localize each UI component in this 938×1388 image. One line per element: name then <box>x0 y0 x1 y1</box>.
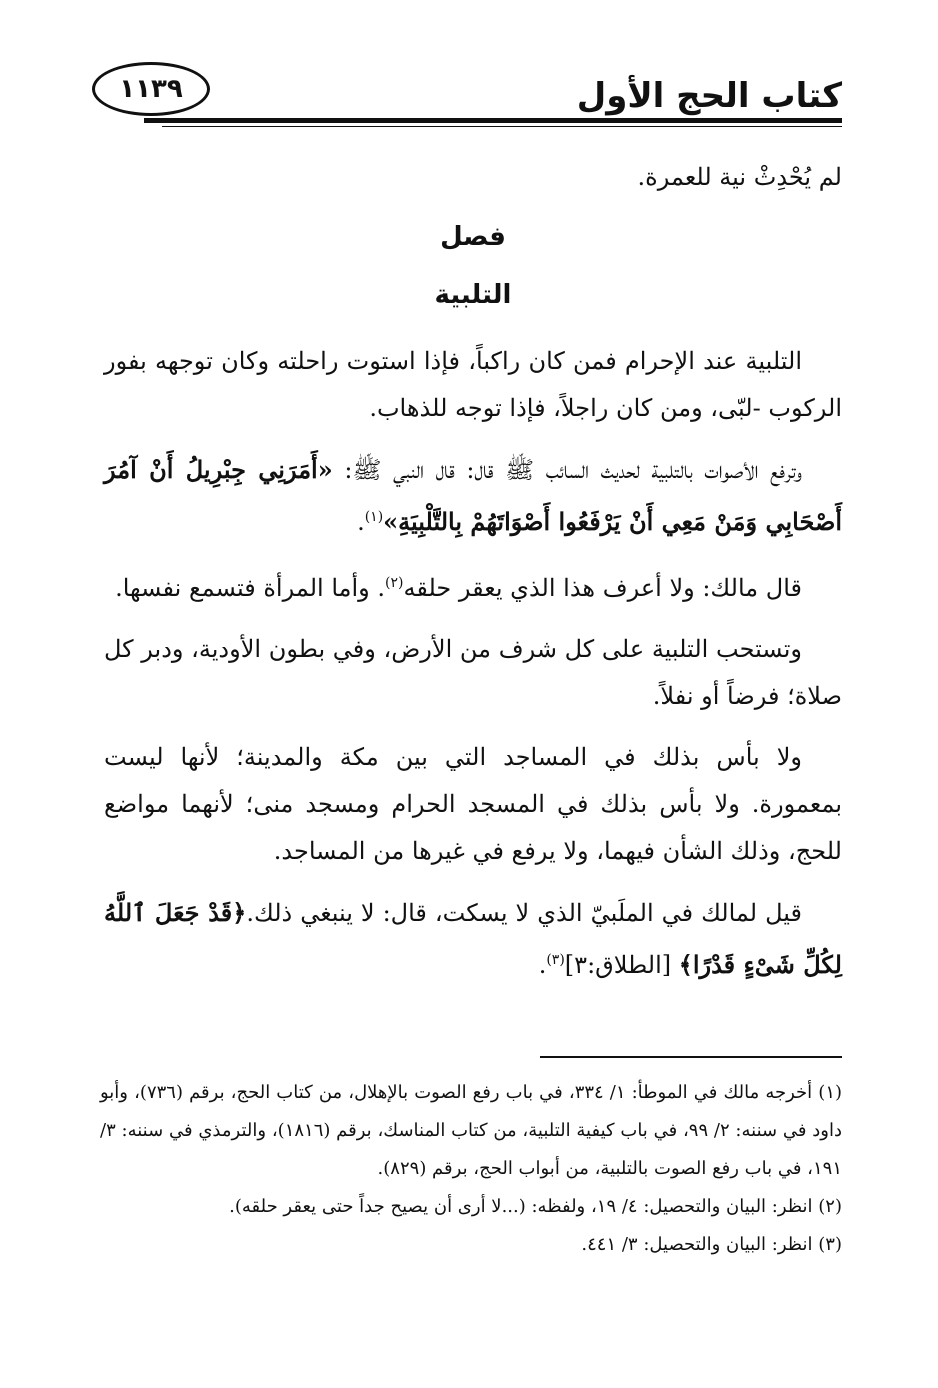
paragraph-3-intro: قال مالك: ولا أعرف هذا الذي يعقر حلقه <box>403 574 802 602</box>
running-title: كتاب الحج الأول <box>576 76 842 116</box>
paragraph-2-intro: وترفع الأصوات بالتلبية لحديث السائب ﷺ قال: قال النبي ﷺ: <box>332 456 803 484</box>
hadith-quote: «أَمَرَنِي جِبْرِيلُ أَنْ آمُرَ أَصْحَابِي وَمَنْ مَعِي أَنْ يَرْفَعُوا أَصْوَاتَهُمْ بِالتَّلْبِيَةِ» <box>104 455 842 536</box>
header-rule-thin <box>162 126 842 127</box>
paragraph-6-end: . <box>538 951 547 979</box>
footnote-ref-2[interactable]: (٢) <box>385 575 404 591</box>
paragraph-6-intro: قيل لمالك في الملَبيّ الذي لا يسكت، قال: لا ينبغي ذلك. <box>246 899 802 927</box>
footnote-1: (١) أخرجه مالك في الموطأ: ١/ ٣٣٤، في باب رفع الصوت بالإهلال، من كتاب الحج، برقم (٧٣٦)، وأبو داود في سننه: ٢/ ٩٩، في باب كيفية التلبية، من كتاب المناسك، برقم (١٨١٦)، والترمذي في سننه: ٣/ ١٩١، في باب رفع الصوت بالتلبية، من أبواب الحج، برقم (٨٢٩). <box>100 1082 843 1179</box>
verse-citation: [الطلاق:٣] <box>564 951 679 979</box>
footnote-ref-1[interactable]: (١) <box>364 509 384 525</box>
section-heading-fasl: فصل <box>440 222 506 252</box>
paragraph-2 <box>104 446 842 546</box>
page-number: ١١٣٩ <box>92 62 210 116</box>
paragraph-3-rest: . وأما المرأة فتسمع نفسها. <box>115 574 385 602</box>
paragraph-1: التلبية عند الإحرام فمن كان راكباً، فإذا استوت راحلته وكان توجهه بفور الركوب -لبّى، ومن كان راجلاً، فإذا توجه للذهاب. <box>104 347 842 422</box>
page-header <box>92 62 842 132</box>
footnote-separator <box>540 1056 842 1058</box>
footnote-2: (٢) انظر: البيان والتحصيل: ٤/ ١٩، ولفظه: (...لا أرى أن يصيح جداً حتى يعقر حلقه). <box>229 1196 842 1217</box>
main-text <box>104 338 842 1003</box>
paragraph-4: وتستحب التلبية على كل شرف من الأرض، وفي بطون الأودية، ودبر كل صلاة؛ فرضاً أو نفلاً. <box>104 635 842 710</box>
paragraph-3 <box>104 560 842 612</box>
paragraph-6 <box>104 889 842 989</box>
footnote-3: (٣) انظر: البيان والتحصيل: ٣/ ٤٤١. <box>581 1234 842 1255</box>
paragraph-5: ولا بأس بذلك في المساجد التي بين مكة والمدينة؛ لأنها ليست بمعمورة. ولا بأس بذلك في المسجد الحرام ومسجد منى؛ لأنهما مواضع للحج، وذلك الشأن فيهما، ولا يرفع في غيرها من المساجد. <box>104 743 842 865</box>
continued-text: لم يُحْدِثْ نية للعمرة. <box>637 163 842 191</box>
paragraph-2-end: . <box>357 508 365 536</box>
header-rule <box>144 118 842 123</box>
quran-verse: ﴿قَدْ جَعَلَ ٱللَّهُ لِكُلِّ شَىْءٍ قَدْرًا﴾ <box>104 898 842 979</box>
footnote-ref-3[interactable]: (٣) <box>546 952 565 968</box>
footnotes <box>100 1074 842 1264</box>
section-heading-talbiya: التلبية <box>434 280 512 310</box>
continuation-line <box>104 154 842 215</box>
